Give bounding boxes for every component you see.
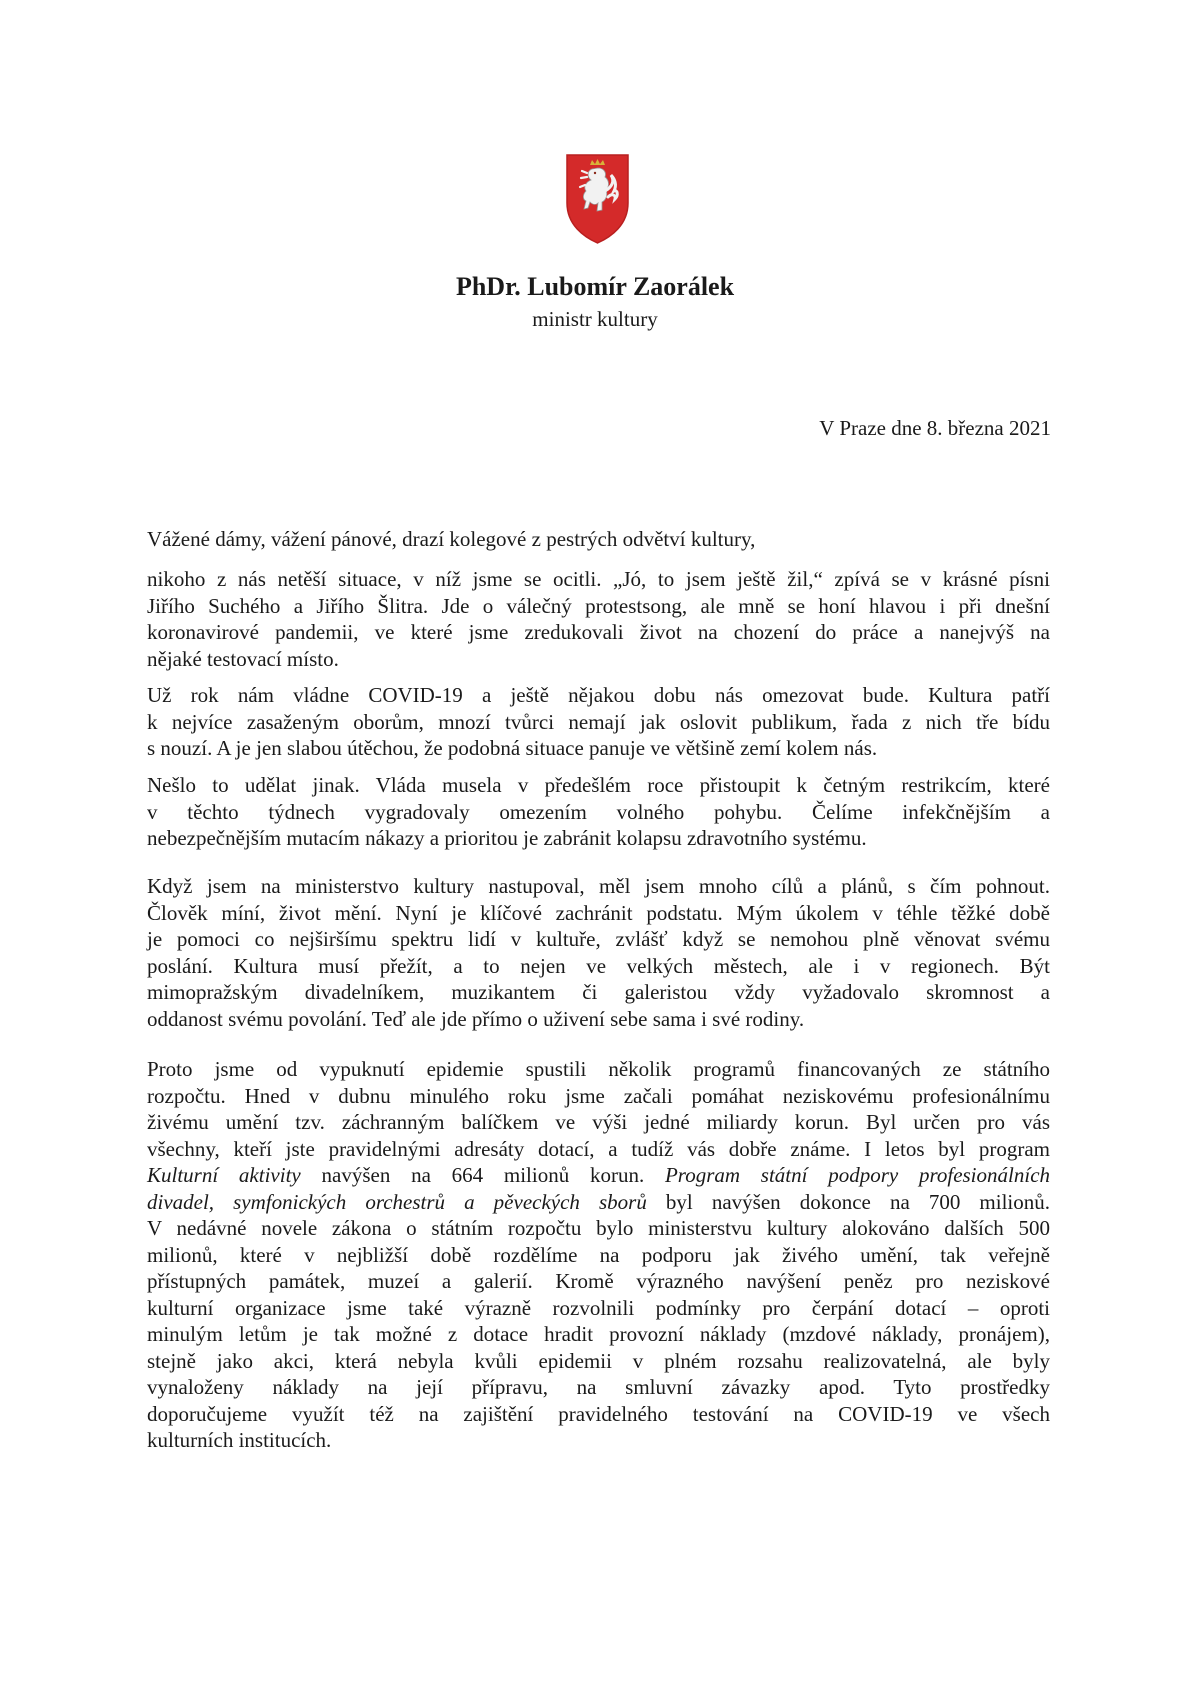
- paragraph-line: s nouzí. A je jen slabou útěchou, že podobná situace panuje ve většině zemí kolem nás.: [147, 736, 878, 760]
- paragraph-4: [147, 873, 1050, 1032]
- letter-date: V Praze dne 8. března 2021: [819, 416, 1051, 440]
- sender-role: ministr kultury: [532, 307, 658, 331]
- paragraph-line: je pomoci co nejširšímu spektru lidí v kultuře, zvlášť když se nemohou plně věnovat svému: [147, 927, 1050, 951]
- paragraph-line: nikoho z nás netěší situace, v níž jsme se ocitli. „Jó, to jsem ještě žil,“ zpívá se v krásné písni: [147, 567, 1050, 591]
- paragraph-line: živému umění tzv. záchranným balíčkem ve výši jedné miliardy korun. Byl určen pro vás: [147, 1110, 1050, 1134]
- paragraph-line: stejně jako akci, která nebyla kvůli epidemii v plném rozsahu realizovatelná, ale byly: [147, 1348, 1050, 1373]
- paragraph-line: divadel, symfonických orchestrů a pěveckých sborů byl navýšen dokonce na 700 milionů.: [147, 1189, 1051, 1214]
- paragraph-line: Člověk míní, život mění. Nyní je klíčové zachránit podstatu. Mým úkolem v téhle těžké době: [147, 900, 1050, 925]
- paragraph-line: V nedávné novele zákona o státním rozpočtu bylo ministerstvu kultury alokováno dalších 500: [147, 1216, 1050, 1240]
- paragraph-line: Jiřího Suchého a Jiřího Šlitra. Jde o válečný protestsong, ale mně se honí hlavou i při dnešní: [147, 593, 1050, 618]
- paragraph-line: Když jsem na ministerstvo kultury nastupoval, měl jsem mnoho cílů a plánů, s čím pohnout.: [147, 874, 1050, 898]
- sender-name: PhDr. Lubomír Zaorálek: [455, 272, 735, 301]
- paragraph-line: vynaloženy náklady na její přípravu, na smluvní závazky apod. Tyto prostředky: [147, 1375, 1050, 1399]
- paragraph-line: poslání. Kultura musí přežít, a to nejen ve velkých městech, ale i v regionech. Být: [147, 953, 1050, 978]
- paragraph-line: doporučujeme využít též na zajištění pravidelného testování na COVID-19 ve všech: [147, 1401, 1050, 1426]
- paragraph-line: kulturních institucích.: [147, 1428, 332, 1452]
- paragraph-line: koronavirové pandemii, ve které jsme zredukovali život na chození do práce a nanejvýš na: [147, 620, 1050, 644]
- paragraph-line: kulturní organizace jsme také výrazně rozvolnili podmínky pro čerpání dotací – oproti: [147, 1295, 1050, 1320]
- paragraph-5: [147, 1056, 1050, 1454]
- italic-title: divadel, symfonických orchestrů a pěveckých sborů: [147, 1189, 647, 1214]
- paragraph-line: mimopražským divadelníkem, muzikantem či galeristou vždy vyžadovalo skromnost a: [147, 980, 1050, 1004]
- paragraph-1: [147, 566, 1050, 672]
- paragraph-line: minulým letům je tak možné z dotace hradit provozní náklady (mzdové náklady, pronájem),: [147, 1322, 1050, 1346]
- paragraph-2: [147, 682, 1050, 762]
- paragraph-line: v těchto týdnech vygradovaly omezením volného pohybu. Čelíme infekčnějším a: [147, 799, 1050, 824]
- coat-of-arms-icon: [565, 153, 630, 245]
- paragraph-line: nebezpečnějším mutacím nákazy a prioritou je zabránit kolapsu zdravotního systému.: [147, 826, 867, 850]
- paragraph-line: nějaké testovací místo.: [147, 646, 339, 671]
- paragraph-line: milionů, které v nejbližší době rozdělíme na podporu jak živého umění, tak veřejně: [147, 1242, 1050, 1267]
- paragraph-line: k nejvíce zasaženým oborům, mnozí tvůrci nemají jak oslovit publikum, řada z nich tře bídu: [147, 709, 1050, 734]
- paragraph-line: oddanost svému povolání. Teď ale jde přímo o uživení sebe sama i své rodiny.: [147, 1006, 805, 1031]
- paragraph-line: Nešlo to udělat jinak. Vláda musela v předešlém roce přistoupit k četným restrikcím, které: [147, 773, 1050, 797]
- italic-title: Kulturní aktivity: [147, 1163, 301, 1187]
- paragraph-line: rozpočtu. Hned v dubnu minulého roku jsme začali pomáhat neziskovému profesionálnímu: [147, 1083, 1050, 1108]
- paragraph-line: Kulturní aktivity navýšen na 664 milionů korun. Program státní podpory profesionálních: [147, 1163, 1051, 1187]
- paragraph-3: [147, 772, 1050, 852]
- paragraph-line: všechny, kteří jste pravidelnými adresáty dotací, a tudíž vás dobře známe. I letos byl program: [147, 1136, 1050, 1161]
- paragraph-line: Už rok nám vládne COVID-19 a ještě nějakou dobu nás omezovat bude. Kultura patří: [147, 683, 1050, 707]
- salutation: Vážené dámy, vážení pánové, drazí kolegové z pestrých odvětví kultury,: [147, 527, 756, 551]
- paragraph-line: přístupných památek, muzeí a galerií. Kromě výrazného navýšení peněz pro neziskové: [147, 1269, 1050, 1293]
- paragraph-line: Proto jsme od vypuknutí epidemie spustili několik programů financovaných ze státního: [147, 1057, 1050, 1081]
- italic-title: Program státní podpory profesionálních: [664, 1163, 1051, 1187]
